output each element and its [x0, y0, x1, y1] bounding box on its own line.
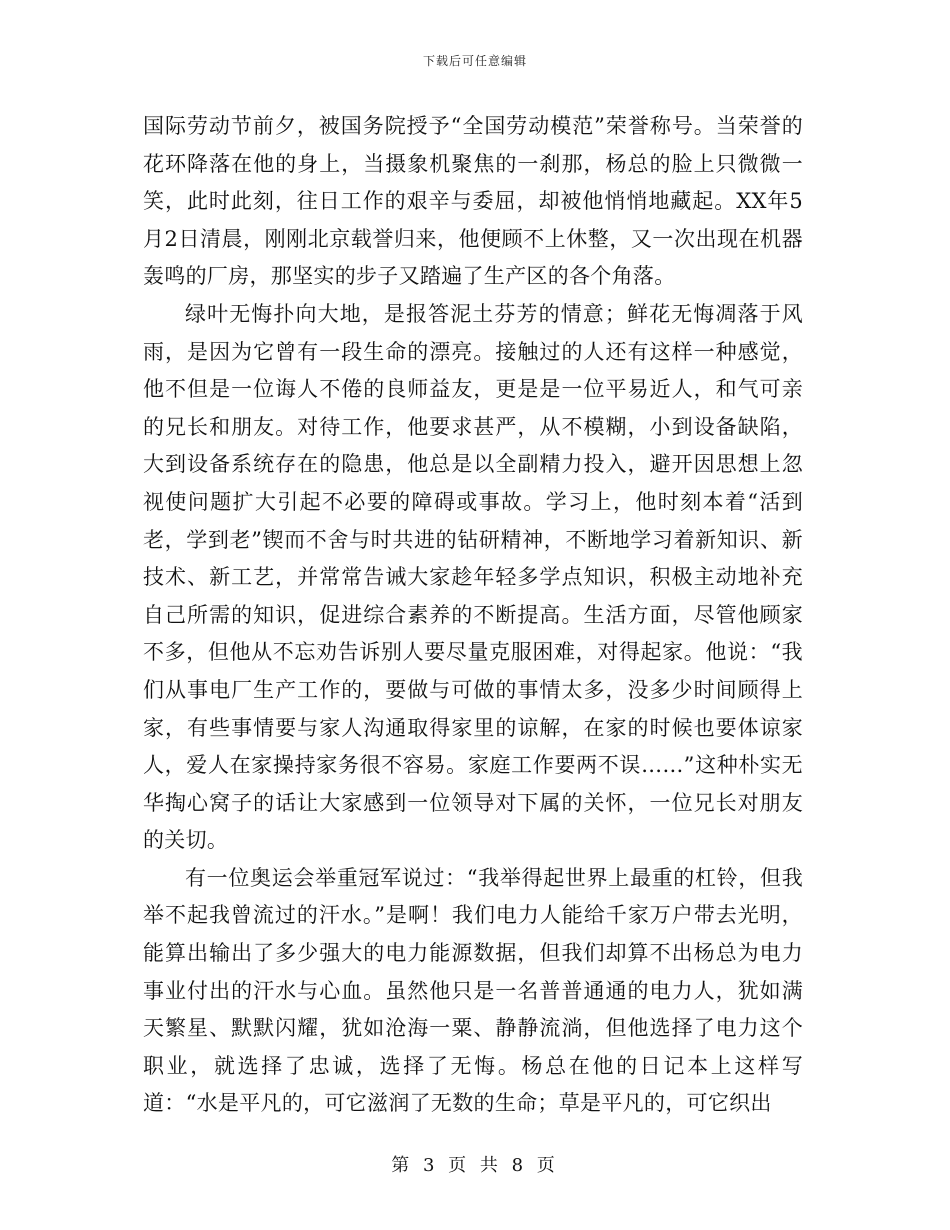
document-body	[143, 108, 803, 1123]
paragraph-3: 有一位奥运会举重冠军说过：“我举得起世界上最重的杠铃，但我举不起我曾流过的汗水。”是啊！我们电力人能给千家万户带去光明，能算出输出了多少强大的电力能源数据，但我们却算不出杨总为电力事业付出的汗水与心血。虽然他只是一名普普通通的电力人，犹如满天繁星、默默闪耀，犹如沧海一粟、静静流淌，但他选择了电力这个职业，就选择了忠诚，选择了无悔。杨总在他的日记本上这样写道：“水是平凡的，可它滋润了无数的生命；草是平凡的，可它织出	[143, 865, 803, 1116]
page-header: 下载后可任意编辑	[422, 54, 527, 68]
paragraph-1: 国际劳动节前夕，被国务院授予“全国劳动模范”荣誉称号。当荣誉的花环降落在他的身上，当摄象机聚焦的一刹那，杨总的脸上只微微一笑，此时此刻，往日工作的艰辛与委屈，却被他悄悄地藏起。XX年5月2日清晨，刚刚北京载誉归来，他便顾不上休整，又一次出现在机器轰鸣的厂房，那坚实的步子又踏遍了生产区的各个角落。	[143, 114, 803, 289]
page-number-footer: 第 3 页 共 8 页	[391, 1155, 559, 1176]
paragraph-2: 绿叶无悔扑向大地，是报答泥土芬芳的情意；鲜花无悔凋落于风雨，是因为它曾有一段生命的漂亮。接触过的人还有这样一种感觉，他不但是一位诲人不倦的良师益友，更是是一位平易近人，和气可亲的兄长和朋友。对待工作，他要求甚严，从不模糊，小到设备缺陷，大到设备系统存在的隐患，他总是以全副精力投入，避开因思想上忽视使问题扩大引起不必要的障碍或事故。学习上，他时刻本着“活到老，学到老”锲而不舍与时共进的钻研精神，不断地学习着新知识、新技术、新工艺，并常常告诫大家趁年轻多学点知识，积极主动地补充自己所需的知识，促进综合素养的不断提高。生活方面，尽管他顾家不多，但他从不忘劝告诉别人要尽量克服困难，对得起家。他说：“我们从事电厂生产工作的，要做与可做的事情太多，没多少时间顾得上家，有些事情要与家人沟通取得家里的谅解，在家的时候也要体谅家人，爱人在家操持家务很不容易。家庭工作要两不误……”这种朴实无华掏心窝子的话让大家感到一位领导对下属的关怀，一位兄长对朋友的关切。	[143, 301, 803, 853]
